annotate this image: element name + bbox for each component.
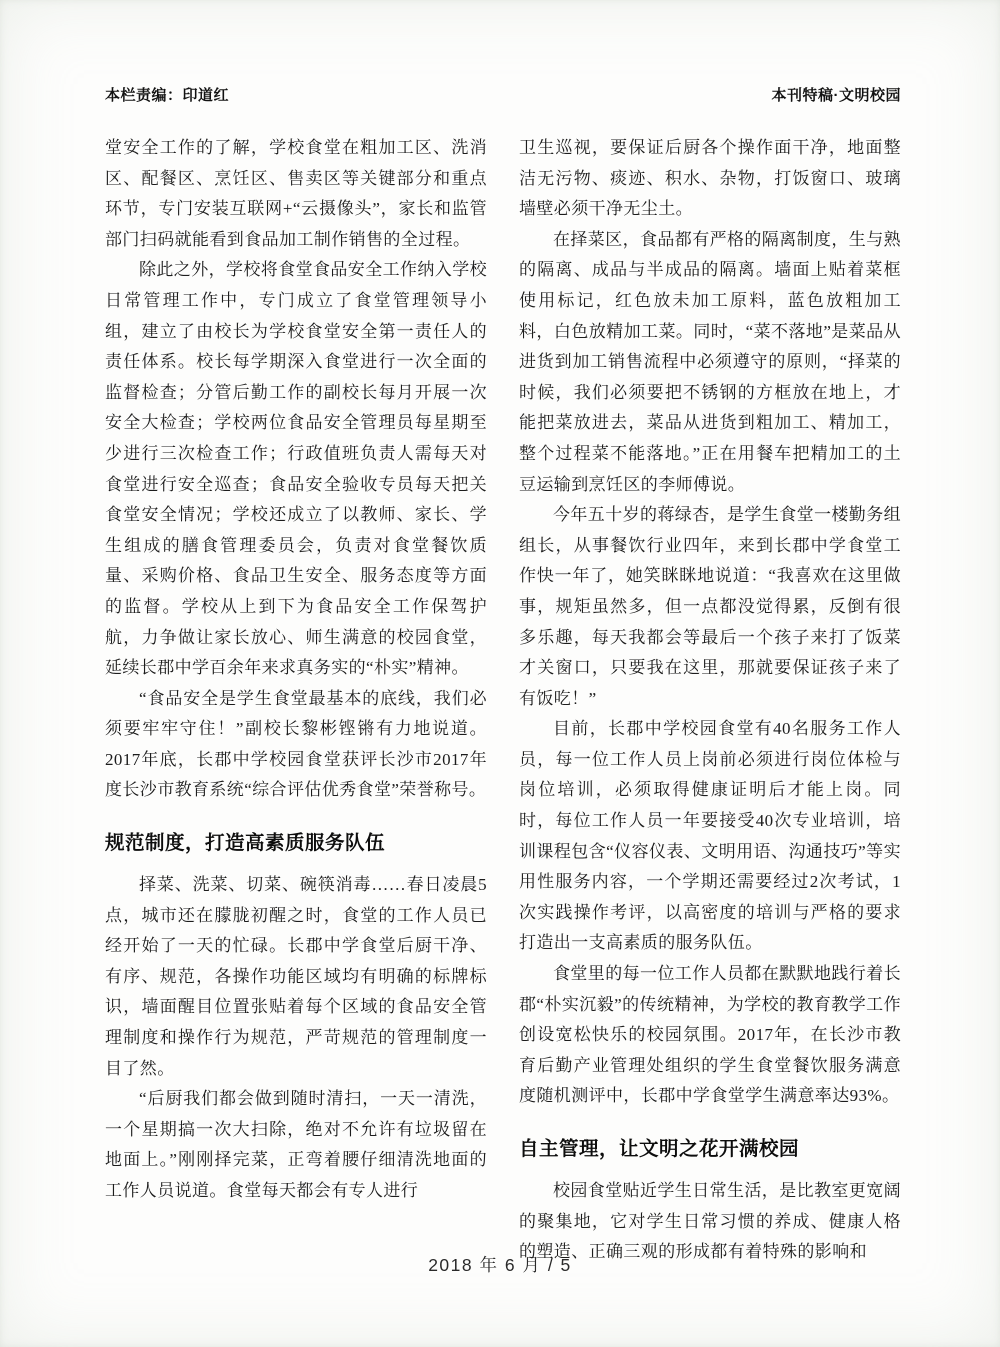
paragraph: 在择菜区，食品都有严格的隔离制度，生与熟的隔离、成品与半成品的隔离。墙面上贴着菜框使用标记，红色放未加工原料，蓝色放粗加工料，白色放精加工菜。同时，“菜不落地”是菜品从进货到加工销售流程中必须遵守的原则，“择菜的时候，我们必须要把不锈钢的方框放在地上，才能把菜放进去，菜品从进货到粗加工、精加工，整个过程菜不能落地。”正在用餐车把精加工的土豆运输到烹饪区的李师傅说。 (519, 229, 901, 494)
paragraph: 今年五十岁的蒋绿杏，是学生食堂一楼勤务组组长，从事餐饮行业四年，来到长郡中学食堂工作快一年了，她笑眯眯地说道：“我喜欢在这里做事，规矩虽然多，但一点都没觉得累，反倒有很多乐趣，每天我都会等最后一个孩子来打了饭菜才关窗口，只要我在这里，那就要保证孩子来了有饭吃！” (519, 505, 901, 708)
paragraph: 卫生巡视，要保证后厨各个操作面干净，地面整洁无污物、痰迹、积水、杂物，打饭窗口、玻璃墙壁必须干净无尘土。 (519, 138, 901, 219)
page-header (105, 84, 901, 105)
paragraph: 堂安全工作的了解，学校食堂在粗加工区、洗消区、配餐区、烹饪区、售卖区等关键部分和重点环节，专门安装互联网+“云摄像头”，家长和监管部门扫码就能看到食品加工制作销售的全过程。 (105, 138, 487, 249)
paragraph: “后厨我们都会做到随时清扫，一天一清洗，一个星期搞一次大扫除，绝对不允许有垃圾留在地面上。”刚刚择完菜，正弯着腰仔细清洗地面的工作人员说道。食堂每天都会有专人进行 (105, 1089, 487, 1200)
paragraph: 校园食堂贴近学生日常生活，是比教室更宽阔的聚集地，它对学生日常习惯的养成、健康人格的塑造、正确三观的形成都有着特殊的影响和 (519, 1181, 901, 1262)
paragraph: 食堂里的每一位工作人员都在默默地践行着长郡“朴实沉毅”的传统精神，为学校的教育教学工作创设宽松快乐的校园氛围。2017年，在长沙市教育后勤产业管理处组织的学生食堂餐饮服务满意度随机测评中，长郡中学食堂学生满意率达93%。 (519, 964, 901, 1106)
header-section-title: 本刊特稿·文明校园 (771, 87, 901, 104)
paragraph: “食品安全是学生食堂最基本的底线，我们必须要牢牢守住！”副校长黎彬铿锵有力地说道。2017年底，长郡中学校园食堂获评长沙市2017年度长沙市教育系统“综合评估优秀食堂”荣誉称号。 (105, 688, 487, 800)
section-heading: 自主管理，让文明之花开满校园 (519, 1138, 800, 1160)
paragraph: 择菜、洗菜、切菜、碗筷消毒……春日凌晨5点，城市还在朦胧初醒之时，食堂的工作人员已经开始了一天的忙碌。长郡中学食堂后厨干净、有序、规范，各操作功能区域均有明确的标牌标识，墙面醒目位置张贴着每个区域的食品安全管理制度和操作行为规范，严苛规范的管理制度一目了然。 (105, 875, 487, 1078)
left-column (105, 133, 487, 1268)
header-editor-credit: 本栏责编：印道红 (105, 87, 230, 104)
paragraph: 目前，长郡中学校园食堂有40名服务工作人员，每一位工作人员上岗前必须进行岗位体检与岗位培训，必须取得健康证明后才能上岗。同时，每位工作人员一年要接受40次专业培训，培训课程包含“仪容仪表、文明用语、沟通技巧”等实用性服务内容，一个学期还需要经过2次考试，1次实践操作考评，以高密度的培训与严格的要求打造出一支高素质的服务队伍。 (519, 719, 901, 953)
article-body (105, 133, 901, 1268)
section-heading: 规范制度，打造高素质服务队伍 (105, 832, 386, 855)
page-number: 2018 年 6 月 / 5 (428, 1255, 572, 1275)
paragraph: 除此之外，学校将食堂食品安全工作纳入学校日常管理工作中，专门成立了食堂管理领导小组，建立了由校长为学校食堂安全第一责任人的责任体系。校长每学期深入食堂进行一次全面的监督检查；分管后勤工作的副校长每月开展一次安全大检查；学校两位食品安全管理员每星期至少进行三次检查工作；行政值班负责人需每天对食堂进行安全巡查；食品安全验收专员每天把关食堂安全情况；学校还成立了以教师、家长、学生组成的膳食管理委员会，负责对食堂餐饮质量、采购价格、食品卫生安全、服务态度等方面的监督。学校从上到下为食品安全工作保驾护航，力争做让家长放心、师生满意的校园食堂，延续长郡中学百余年来求真务实的“朴实”精神。 (105, 260, 487, 678)
right-column (519, 133, 901, 1268)
